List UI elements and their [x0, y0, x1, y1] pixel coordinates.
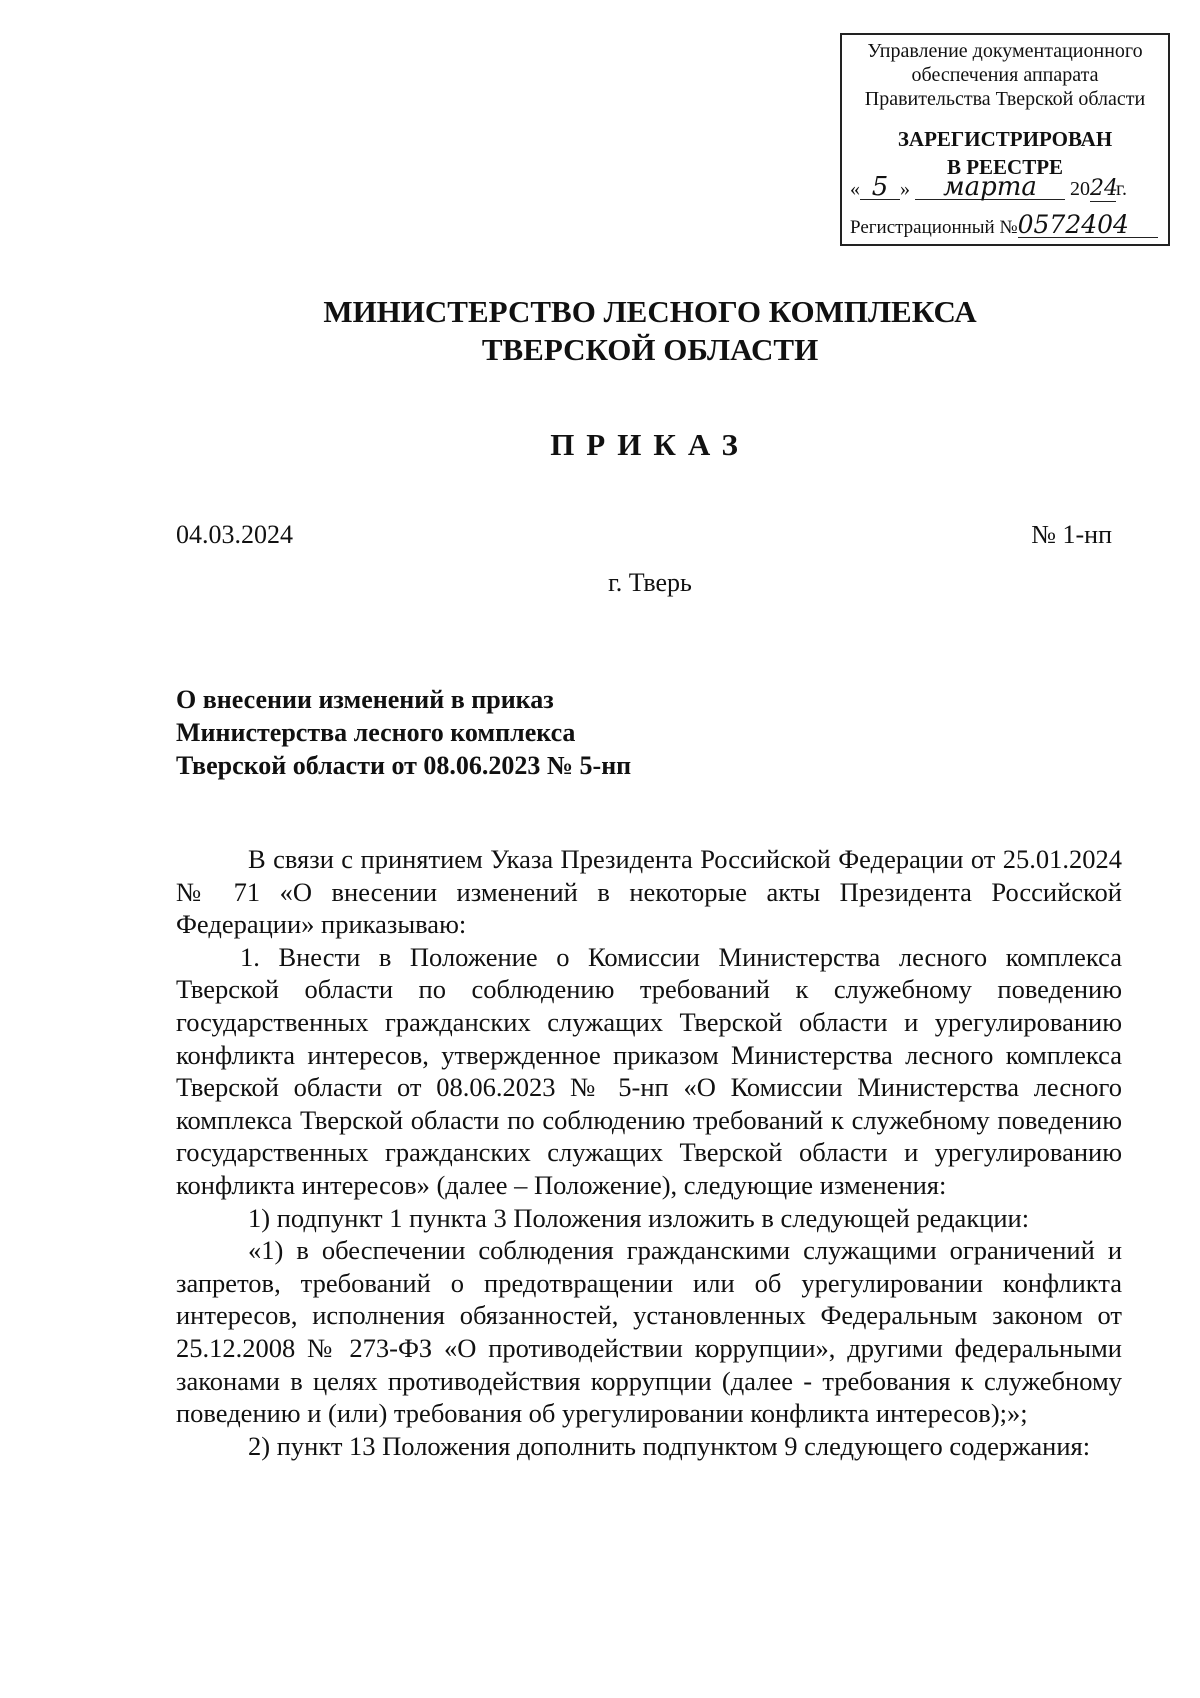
- stamp-registration-number: [850, 210, 1170, 240]
- stamp-reg-label: Регистрационный №: [850, 217, 1018, 238]
- ministry-line-1: МИНИСТЕРСТВО ЛЕСНОГО КОМПЛЕКСА: [323, 294, 977, 329]
- body-paragraph-1: В связи с принятием Указа Президента Российской Федерации от 25.01.2024 № 71 «О внесении изменений в некоторые акты Президента Российской Федерации» приказываю:: [176, 844, 1122, 940]
- stamp-date: [850, 172, 1166, 202]
- stamp-registered-line-1: ЗАРЕГИСТРИРОВАН: [897, 127, 1113, 151]
- ministry-name: [0, 293, 1200, 369]
- title-line-2: Министерства лесного комплекса: [176, 718, 576, 747]
- stamp-date-day: 5: [860, 175, 900, 200]
- stamp-date-year-prefix: 20: [1070, 178, 1090, 200]
- body-paragraph-4: «1) в обеспечении соблюдения гражданскими служащими ограничений и запретов, требований о предотвращении или об урегулировании конфликта интересов, исполнения обязанностей, установленных Федеральным законом от 25.12.2008 № 273-ФЗ «О противодействии коррупции», другими федеральными законами в целях противодействия коррупции (далее - требования к служебному поведению и (или) требования об урегулировании конфликта интересов);»;: [176, 1235, 1122, 1429]
- stamp-date-open: «: [850, 178, 860, 200]
- order-title: [176, 683, 631, 782]
- body-paragraph-3: 1) подпункт 1 пункта 3 Положения изложить в следующей редакции:: [248, 1202, 1030, 1233]
- stamp-date-year-end: г.: [1116, 178, 1127, 200]
- order-body: [176, 843, 1122, 1462]
- body-paragraph-5: 2) пункт 13 Положения дополнить подпунктом 9 следующего содержания:: [248, 1430, 1091, 1461]
- stamp-reg-number: 0572404: [1018, 213, 1158, 238]
- stamp-date-month: марта: [915, 175, 1065, 200]
- registration-stamp: [840, 33, 1170, 246]
- order-number: № 1-нп: [1031, 520, 1112, 549]
- stamp-line-1: Управление документационного: [867, 40, 1143, 62]
- body-paragraph-2: 1. Внести в Положение о Комиссии Министерства лесного комплекса Тверской области по соблюдению требований к служебному поведению государственных гражданских служащих Тверской области и урегулированию конфликта интересов, утвержденное приказом Министерства лесного комплекса Тверской области от 08.06.2023 № 5-нп «О Комиссии Министерства лесного комплекса Тверской области по соблюдению требований к служебному поведению государственных гражданских служащих Тверской области и урегулированию конфликта интересов» (далее – Положение), следующие изменения:: [176, 941, 1122, 1200]
- stamp-date-year-suffix: 24: [1090, 176, 1118, 201]
- order-date: 04.03.2024: [176, 520, 293, 549]
- stamp-date-close: »: [900, 178, 910, 200]
- title-line-3: Тверской области от 08.06.2023 № 5-нп: [176, 751, 632, 780]
- title-line-1: О внесении изменений в приказ: [176, 685, 554, 714]
- order-city: г. Тверь: [608, 568, 692, 597]
- stamp-registered-line-2: В РЕЕСТРЕ: [946, 155, 1064, 179]
- doc-type: ПРИКАЗ: [550, 427, 750, 462]
- stamp-line-2: обеспечения аппарата: [911, 64, 1099, 86]
- ministry-line-2: ТВЕРСКОЙ ОБЛАСТИ: [481, 332, 819, 367]
- stamp-line-3: Правительства Тверской области: [864, 88, 1146, 110]
